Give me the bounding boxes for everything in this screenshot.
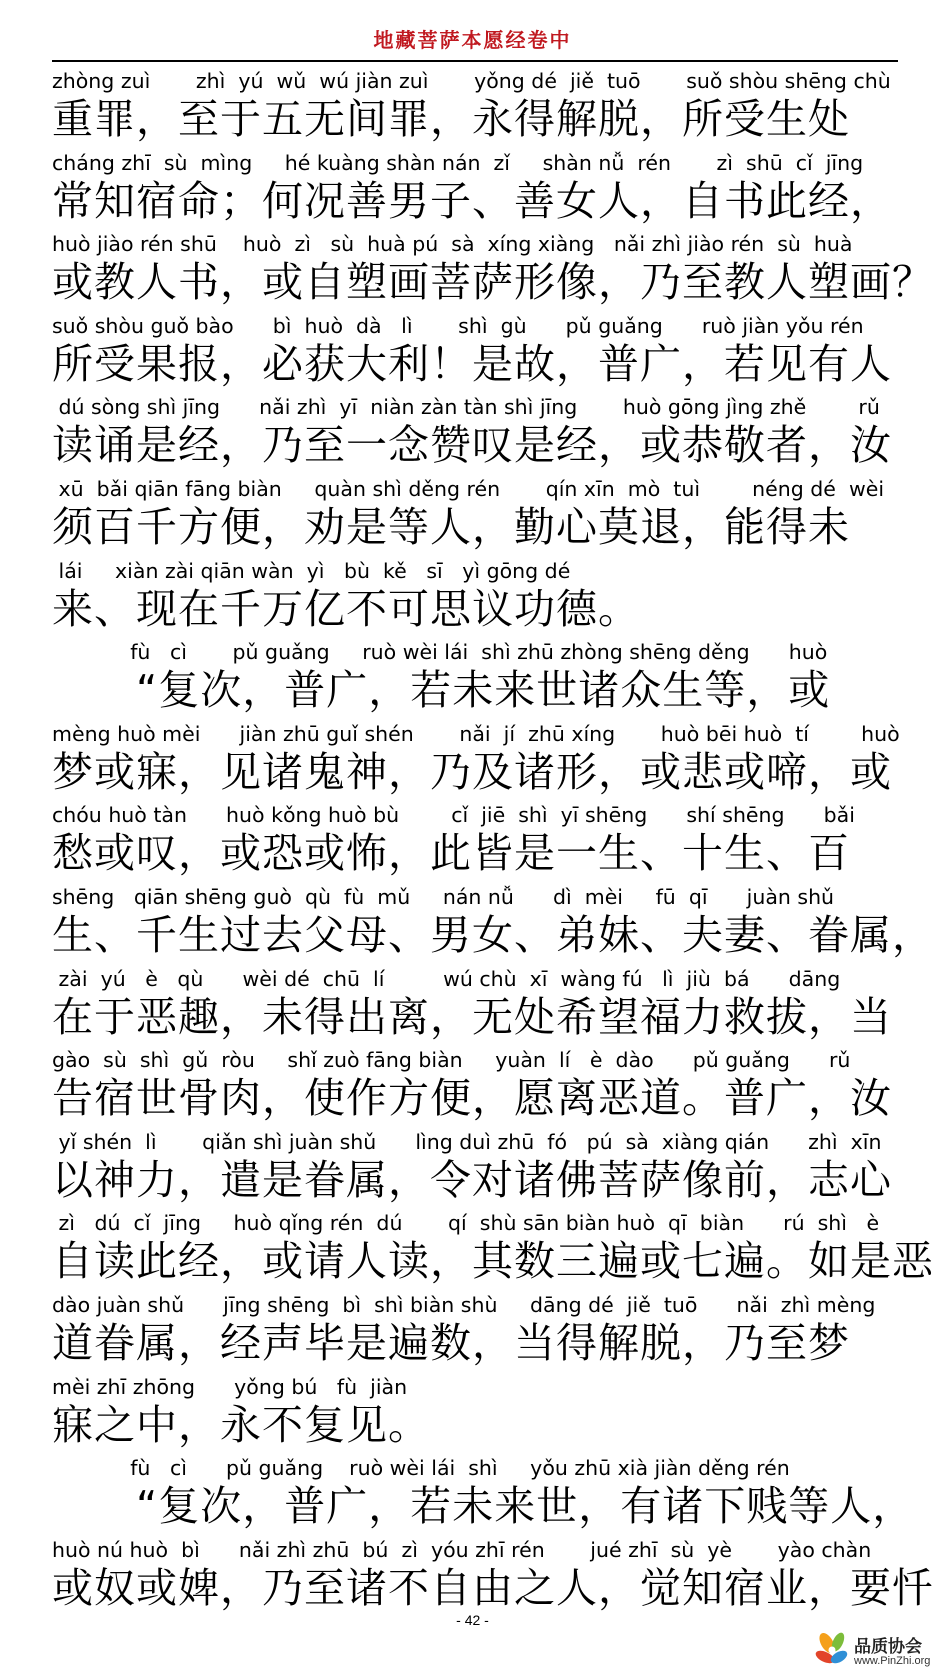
text-line (52, 964, 898, 1046)
hanzi-row: 所受果报，必获大利！是故，普广，若见有人 (52, 339, 892, 388)
page-number: - 42 - (456, 1612, 489, 1628)
pinyin-row: yǐ shén lì qiǎn shì juàn shǔ lìng duì zhū fó pú sà xiàng qián zhì xīn (52, 1129, 882, 1154)
pinyin-row: xū bǎi qiān fāng biàn quàn shì děng rén qín xīn mò tuì néng dé wèi (52, 476, 885, 501)
header-divider (52, 60, 898, 62)
pinyin-row: lái xiàn zài qiān wàn yì bù kě sī yì gōng dé (52, 558, 571, 583)
text-line (52, 311, 898, 393)
pinyin-row: huò nú huò bì nǎi zhì zhū bú zì yóu zhī rén jué zhī sù yè yào chàn (52, 1537, 872, 1562)
pinyin-row: suǒ shòu guǒ bào bì huò dà lì shì gù pǔ guǎng ruò jiàn yǒu rén (52, 313, 864, 338)
text-line (52, 1290, 898, 1372)
text-line (52, 474, 898, 556)
hanzi-row: 道眷属，经声毕是遍数，当得解脱，乃至梦 (52, 1318, 850, 1367)
pinyin-row: mèi zhī zhōng yǒng bú fù jiàn (52, 1374, 408, 1399)
text-line (52, 556, 898, 638)
text-line (52, 1535, 934, 1617)
pinyin-row: zì dú cǐ jīng huò qǐng rén dú qí shù sān biàn huò qī biàn rú shì è (52, 1211, 880, 1236)
pinyin-row: mèng huò mèi jiàn zhū guǐ shén nǎi jí zhū xíng huò bēi huò tí huò (52, 721, 900, 746)
hanzi-row: 寐之中，永不复见。 (52, 1400, 430, 1449)
pinyin-row: shēng qiān shēng guò qù fù mǔ nán nǚ dì mèi fū qī juàn shǔ (52, 884, 835, 909)
pinyin-row: cháng zhī sù mìng hé kuàng shàn nán zǐ shàn nǚ rén zì shū cǐ jīng (52, 150, 864, 175)
hanzi-row: 或教人书，或自塑画菩萨形像，乃至教人塑画？ (52, 258, 934, 307)
pinzhi-watermark-logo (814, 1624, 939, 1676)
pinyin-row: huò jiào rén shū huò zì sù huà pú sà xíng xiàng nǎi zhì jiào rén sù huà (52, 232, 853, 257)
pinyin-row: fù cì pǔ guǎng ruò wèi lái shì yǒu zhū xià jiàn děng rén (52, 1456, 790, 1481)
hanzi-row: 或奴或婢，乃至诸不自由之人，觉知宿业，要忏 (52, 1563, 934, 1612)
hanzi-row: 来、现在千万亿不可思议功德。 (52, 584, 640, 633)
pinyin-row: dú sòng shì jīng nǎi zhì yī niàn zàn tàn shì jīng huò gōng jìng zhě rǔ (52, 395, 880, 420)
pinyin-row: dào juàn shǔ jīng shēng bì shì biàn shù dāng dé jiě tuō nǎi zhì mèng (52, 1292, 876, 1317)
hanzi-row: 告宿世骨肉，使作方便，愿离恶道。普广，汝 (52, 1074, 892, 1123)
text-line (52, 1372, 898, 1454)
text-line (52, 392, 898, 474)
text-line (52, 1045, 898, 1127)
text-line (52, 1208, 934, 1290)
text-line (52, 719, 898, 801)
document-header-title: 地藏菩萨本愿经卷中 (373, 28, 572, 52)
hanzi-row: 读诵是经，乃至一念赞叹是经，或恭敬者，汝 (52, 421, 892, 470)
hanzi-row: 须百千方便，劝是等人，勤心莫退，能得未 (52, 502, 850, 551)
hanzi-row: 自读此经，或请人读，其数三遍或七遍。如是恶 (52, 1237, 934, 1286)
hanzi-row: 以神力，遣是眷属，令对诸佛菩萨像前，志心 (52, 1155, 892, 1204)
text-line (52, 1453, 915, 1535)
hanzi-row: 愁或叹，或恐或怖，此皆是一生、十生、百 (52, 829, 850, 878)
pinyin-row: chóu huò tàn huò kǒng huò bù cǐ jiē shì yī shēng shí shēng bǎi (52, 803, 855, 828)
flower-logo-icon (814, 1630, 852, 1670)
text-line (52, 882, 934, 964)
hanzi-row: 在于恶趣，未得出离，无处希望福力救拔，当 (52, 992, 892, 1041)
hanzi-row: 生、千生过去父母、男女、弟妹、夫妻、眷属， (52, 910, 934, 959)
text-line (52, 800, 898, 882)
hanzi-row: 梦或寐，见诸鬼神，乃及诸形，或悲或啼，或 (52, 747, 892, 796)
text-line (52, 637, 898, 719)
pinyin-row: zài yú è qù wèi dé chū lí wú chù xī wàng fú lì jiù bá dāng (52, 966, 841, 991)
pinyin-row: gào sù shì gǔ ròu shǐ zuò fāng biàn yuàn lí è dào pǔ guǎng rǔ (52, 1048, 851, 1073)
pinyin-row: fù cì pǔ guǎng ruò wèi lái shì zhū zhòng shēng děng huò (52, 640, 828, 665)
text-line (52, 66, 898, 148)
hanzi-row: 重罪，至于五无间罪，永得解脱，所受生处 (52, 95, 850, 143)
pinyin-row: zhòng zuì zhì yú wǔ wú jiàn zuì yǒng dé jiě tuō suǒ shòu shēng chù (52, 69, 891, 93)
text-line (52, 148, 898, 230)
hanzi-row: 常知宿命；何况善男子、善女人，自书此经， (52, 176, 892, 225)
logo-url: www.PinZhi.org (854, 1655, 931, 1667)
text-line (52, 229, 934, 311)
scripture-body (52, 66, 934, 1616)
hanzi-row: “复次，普广，若未来世，有诸下贱等人， (52, 1482, 915, 1531)
logo-name: 品质协会 (854, 1637, 922, 1657)
hanzi-row: “复次，普广，若未来世诸众生等，或 (52, 666, 831, 715)
text-line (52, 1127, 898, 1209)
